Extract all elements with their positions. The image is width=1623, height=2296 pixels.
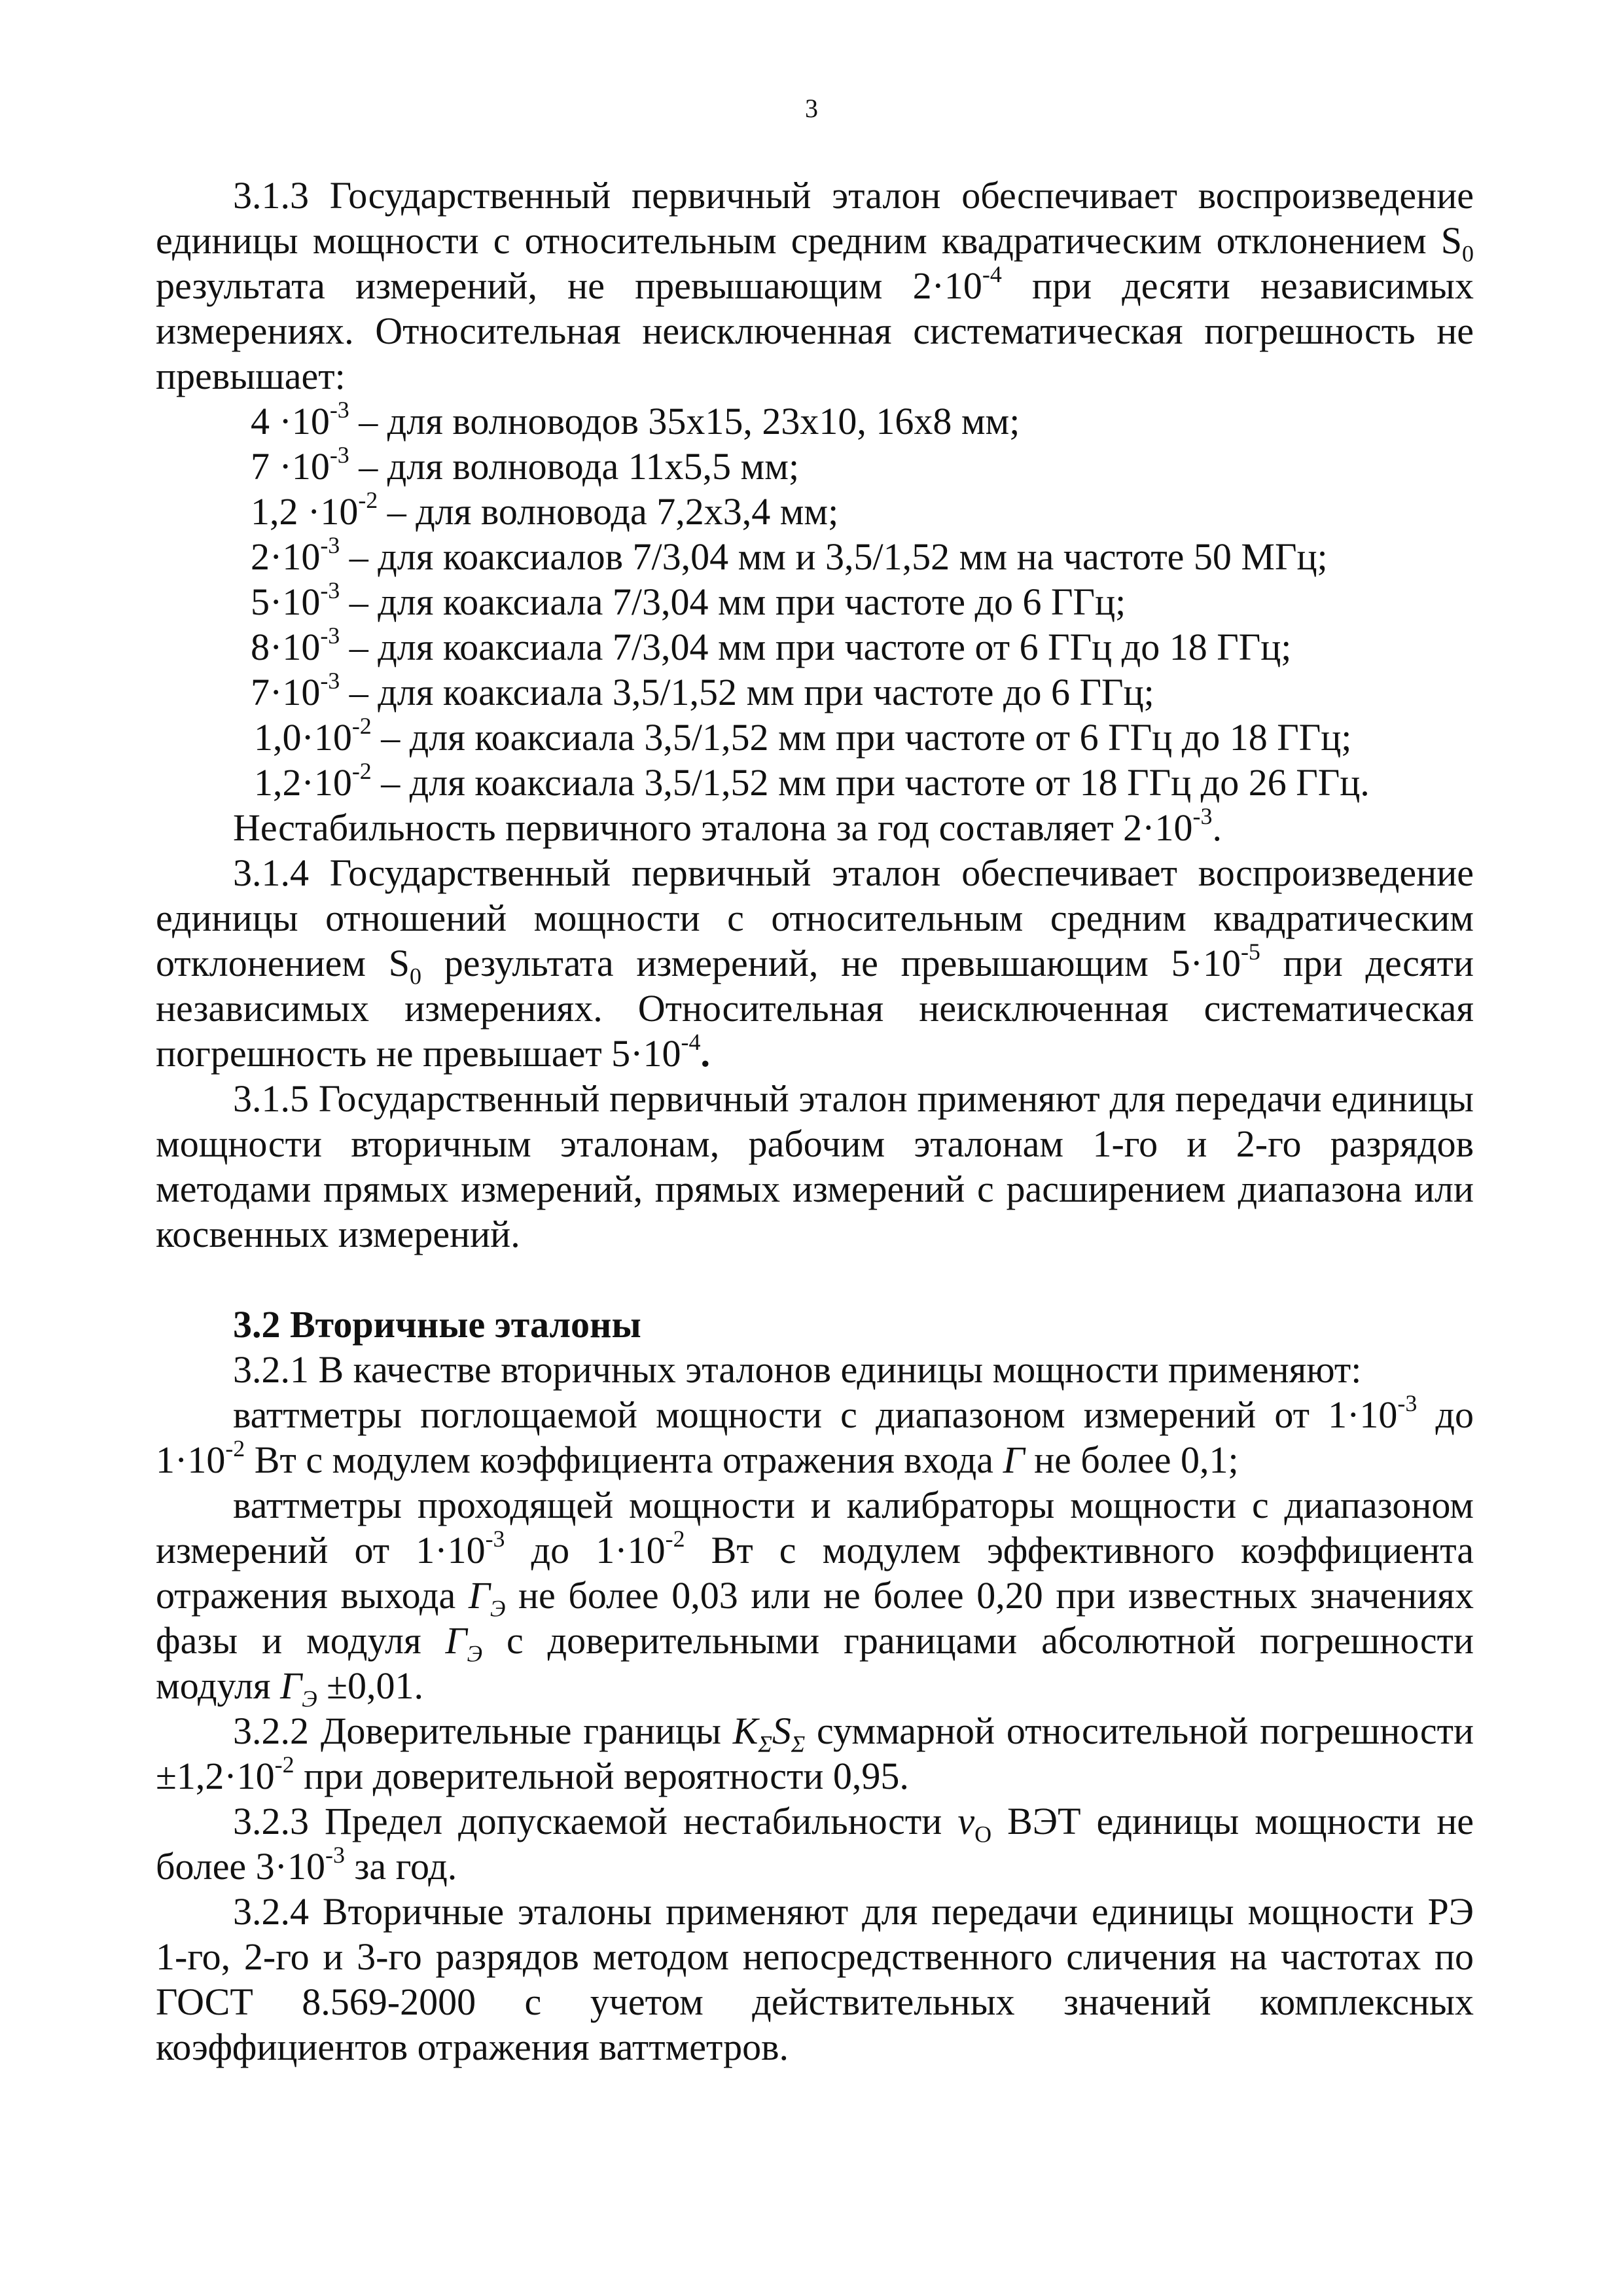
paragraph-3-2-2: 3.2.2 Доверительные границы $K_\Sigma S_\Sigma$ суммарной относительной погрешности $\pm 1,2\cdot 10^{-2}$ при доверительной вероятности 0,95. [156, 1710, 1474, 1797]
section-3-2-heading: 3.2 Вторичные эталоны [233, 1303, 641, 1346]
list-item: $4 \cdot 10^{-3}$ – для волноводов 35х15, 23х10, 16х8 мм; [251, 397, 1020, 442]
list-item: $1,2\cdot 10^{-2}$ – для коаксиала 3,5/1,52 мм при частоте от 18 ГГц до 26 ГГц. [254, 758, 1370, 804]
paragraph-3-1-5: 3.1.5 Государственный первичный эталон применяют для передачи единицы мощности вторичным эталонам, рабочим эталонам 1-го и 2-го разрядов методами прямых измерений, прямых измерений с расширением диапазона или косвенных измерений. [156, 1077, 1474, 1255]
list-item: $7\cdot 10^{-3}$ – для коаксиала 3,5/1,52 мм при частоте до 6 ГГц; [251, 668, 1154, 713]
paragraph-3-2-3: 3.2.3 Предел допускаемой нестабильности $\nu_О$ ВЭТ единицы мощности не более $3\cdot 10^{-3}$ за год. [156, 1800, 1474, 1888]
paragraph-3-1-3: 3.1.3 Государственный первичный эталон обеспечивает воспроизведение единицы мощности с относительным средним квадратическим отклонением $S_0$ результата измерений, не превышающим $2\cdot 10^{-4}$ при десяти независимых измерениях. Относительная неисключенная систематическая погрешность не превышает: [156, 174, 1474, 397]
page-number: 3 [805, 94, 818, 123]
document-body [156, 173, 1474, 2070]
paragraph-3-2-4: 3.2.4 Вторичные эталоны применяют для передачи единицы мощности РЭ 1-го, 2-го и 3-го разрядов методом непосредственного сличения на частотах по ГОСТ 8.569-2000 с учетом действительных значений комплексных коэффициентов отражения ваттметров. [156, 1890, 1474, 2068]
list-item: $7 \cdot 10^{-3}$ – для волновода 11х5,5 мм; [251, 442, 800, 488]
list-item: $1,2 \cdot 10^{-2}$ – для волновода 7,2х3,4 мм; [251, 487, 839, 533]
paragraph-3-2-1-absorbed-wattmeters: ваттметры поглощаемой мощности с диапазоном измерений от $1\cdot 10^{-3}$ до $1\cdot 10^{-2}$ Вт с модулем коэффициента отражения входа Г не более 0,1; [156, 1390, 1474, 1481]
paragraph-3-2-1: 3.2.1 В качестве вторичных эталонов единицы мощности применяют: [233, 1348, 1362, 1391]
list-item: $1,0\cdot 10^{-2}$ – для коаксиала 3,5/1,52 мм при частоте от 6 ГГц до 18 ГГц; [254, 713, 1352, 759]
instability-paragraph: Нестабильность первичного эталона за год составляет $2\cdot 10^{-3}$. [233, 803, 1222, 849]
paragraph-3-1-4: 3.1.4 Государственный первичный эталон обеспечивает воспроизведение единицы отношений мощности с относительным средним квадратическим отклонением $S_0$ результата измерений, не превышающим $5\cdot 10^{-5}$ при десяти независимых измерениях. Относительная неисключенная систематическая погрешность не превышает $5\cdot 10^{-4}$. [156, 852, 1474, 1075]
list-item: $8\cdot 10^{-3}$ – для коаксиала 7/3,04 мм при частоте от 6 ГГц до 18 ГГц; [251, 622, 1292, 668]
list-item: $2\cdot 10^{-3}$ – для коаксиалов 7/3,04 мм и 3,5/1,52 мм на частоте 50 МГц; [251, 532, 1328, 578]
paragraph-3-2-1-through-wattmeters: ваттметры проходящей мощности и калибраторы мощности с диапазоном измерений от $1\cdot 10^{-3}$ до $1\cdot 10^{-2}$ Вт с модулем эффективного коэффициента отражения выхода $Г_Э$ не более 0,03 или не более 0,20 при известных значениях фазы и модуля $Г_Э$ с доверительными границами абсолютной погрешности модуля $Г_Э \pm 0,01$. [156, 1484, 1474, 1712]
list-item: $5\cdot 10^{-3}$ – для коаксиала 7/3,04 мм при частоте до 6 ГГц; [251, 577, 1126, 623]
